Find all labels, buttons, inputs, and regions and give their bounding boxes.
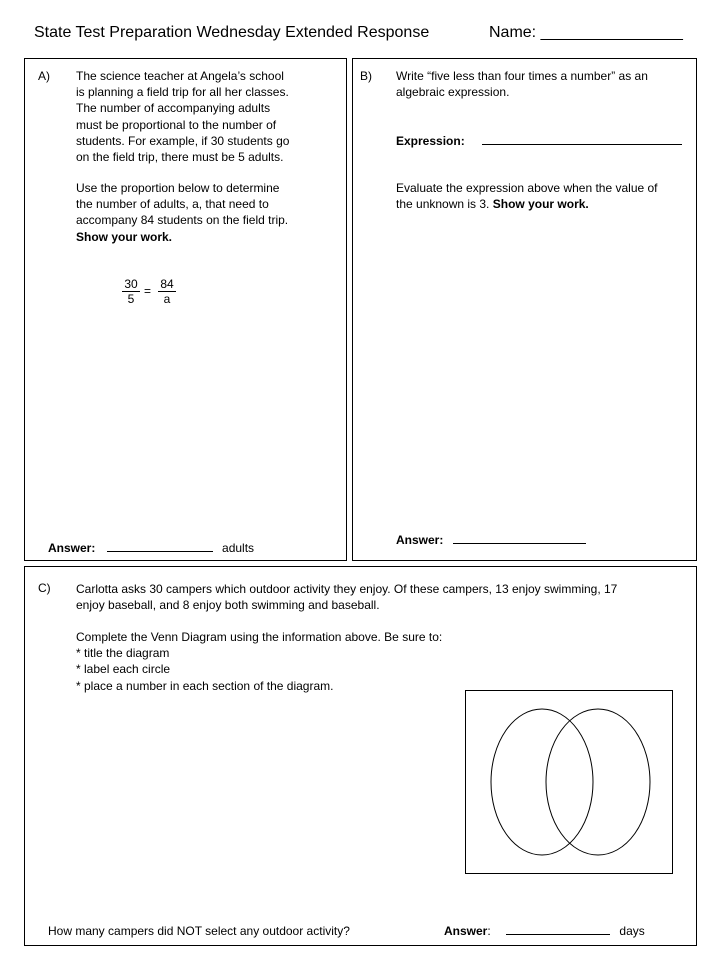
section-c-answer-blank[interactable] [506, 933, 610, 935]
section-b-paragraph-2: Evaluate the expression above when the value of the unknown is 3. Show your work. [396, 181, 658, 212]
section-c-answer-unit: days [619, 924, 645, 938]
section-b-box [352, 58, 697, 561]
section-b-answer-label: Answer: [396, 533, 444, 547]
name-field[interactable]: Name: ________________ [489, 24, 683, 41]
section-b-letter: B) [360, 69, 372, 83]
section-a-answer-label: Answer: [48, 541, 96, 555]
expression-blank[interactable] [482, 143, 682, 145]
worksheet-title: State Test Preparation Wednesday Extended Response [34, 24, 430, 41]
page-header [34, 24, 683, 42]
section-b-answer [396, 533, 586, 547]
expression-label: Expression: [396, 134, 465, 148]
section-a-box [24, 58, 347, 561]
section-a-paragraph-1: The science teacher at Angela’s school is planning a field trip for all her classes. The number of accompanying adults must be proportional to the number of students. For example, if 30 students go on the field trip, there must be 5 adults. [76, 69, 290, 165]
section-a-show-work: Show your work. [76, 229, 173, 244]
venn-diagram [466, 691, 672, 873]
section-a-answer-blank[interactable] [107, 550, 213, 552]
section-c-letter: C) [38, 581, 51, 595]
section-b-show-work: Show your work. [492, 197, 589, 212]
section-a-paragraph-2: Use the proportion below to determine the number of adults, a, that need to accompany 84 students on the field trip. Show your work. [76, 181, 289, 244]
section-c-paragraph-1: Carlotta asks 30 campers which outdoor activity they enjoy. Of these campers, 13 enjoy swimming, 17 enjoy baseball, and 8 enjoy both swimming and baseball. [76, 582, 618, 613]
section-c-answer-label: Answer [444, 924, 488, 938]
section-b-answer-blank[interactable] [453, 542, 586, 544]
section-b-paragraph-1: Write “five less than four times a number” as an algebraic expression. [396, 69, 648, 100]
venn-circle-right [546, 709, 650, 855]
equals-sign: = [144, 284, 152, 298]
venn-diagram-box[interactable] [465, 690, 673, 874]
venn-circle-left [491, 709, 593, 855]
section-a-answer [48, 541, 254, 555]
fraction-right: $\frac{84}{a}$ [158, 277, 176, 306]
fraction-left: $\frac{30}{5}$ [122, 277, 140, 306]
section-c-paragraph-2: Complete the Venn Diagram using the information above. Be sure to: * title the diagram * label each circle * place a number in each section of the diagram. [76, 630, 443, 693]
section-a-letter: A) [38, 69, 50, 83]
section-a-answer-unit: adults [222, 541, 255, 555]
section-c-answer: Answer: days [444, 924, 645, 938]
section-c-box [24, 566, 697, 946]
section-c-question: How many campers did NOT select any outdoor activity? [48, 924, 350, 938]
expression-line [396, 134, 682, 148]
